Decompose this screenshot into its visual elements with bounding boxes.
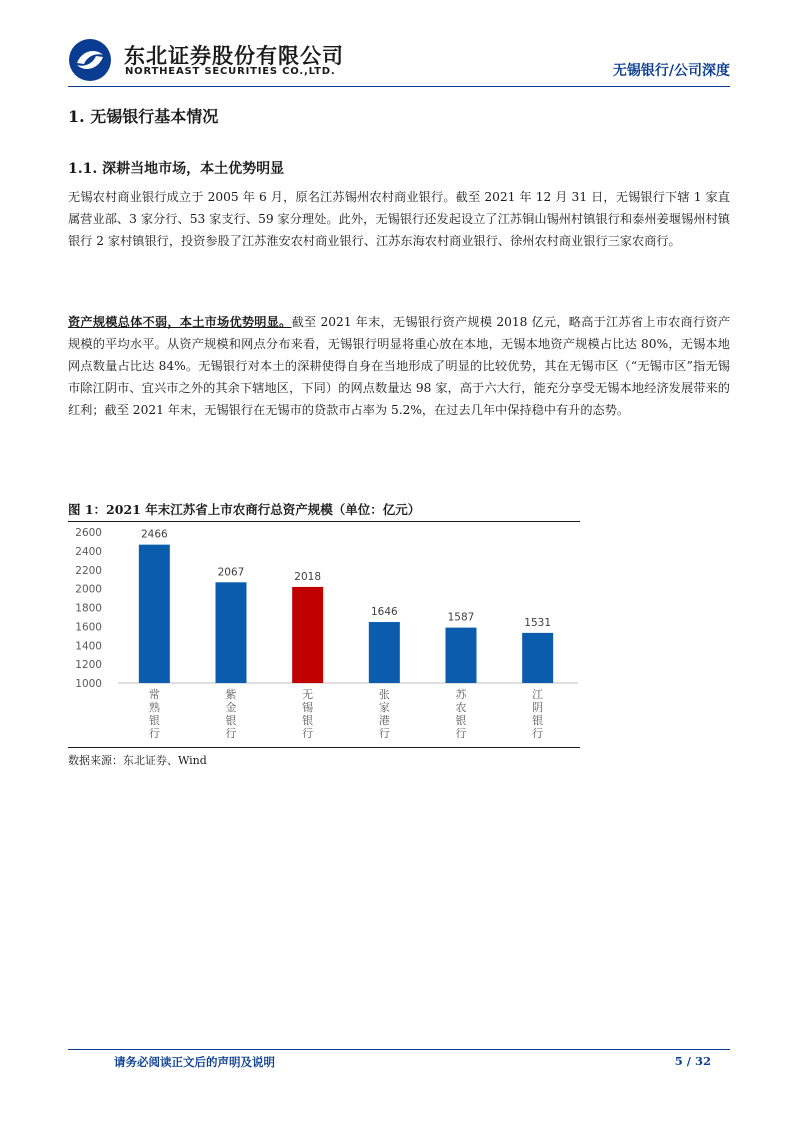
subsection-heading: 1.1. 深耕当地市场，本土优势明显 (68, 161, 285, 177)
data-label: 2466 (140, 528, 168, 541)
bar (446, 628, 477, 683)
figure-top-rule (68, 521, 580, 522)
company-name-cn: 东北证券股份有限公司 (124, 44, 344, 68)
data-label: 1646 (370, 606, 398, 619)
y-tick-label: 2400 (75, 545, 102, 558)
figure-bottom-rule (68, 747, 580, 748)
y-tick-label: 2000 (75, 583, 102, 596)
bar (216, 582, 247, 683)
y-tick-label: 1400 (75, 640, 102, 653)
figure-title: 图 1：2021 年末江苏省上市农商行总资产规模（单位：亿元） (68, 502, 421, 517)
page-header (68, 36, 730, 84)
data-label: 1531 (524, 616, 552, 629)
category-label: 紫金银行 (225, 688, 237, 740)
paragraph-asset-scale (68, 311, 730, 421)
y-tick-label: 1600 (75, 621, 102, 634)
y-tick-label: 1000 (75, 678, 102, 690)
footer-disclaimer: 请务必阅读正文后的声明及说明 (114, 1055, 275, 1069)
data-label: 1587 (447, 611, 475, 624)
y-tick-label: 1800 (75, 602, 102, 615)
y-tick-label: 2600 (75, 527, 102, 539)
category-label: 常熟银行 (148, 688, 160, 740)
footer-divider (68, 1049, 730, 1050)
bar (139, 545, 170, 683)
y-tick-label: 1200 (75, 659, 102, 672)
paragraph-intro: 无锡农村商业银行成立于 2005 年 6 月，原名江苏锡州农村商业银行。截至 2021 年 12 月 31 日，无锡银行下辖 1 家直属营业部、3 家分行、53 家支行、59 家分理处。此外，无锡银行还发起设立了江苏铜山锡州村镇银行和泰州姜堰锡州村镇银行 2 家村镇银行，投资参股了江苏淮安农村商业银行、江苏东海农村商业银行、徐州农村商业银行三家农商行。 (68, 190, 730, 248)
data-label: 2067 (217, 566, 245, 579)
category-label: 张家港行 (378, 688, 390, 740)
category-label: 江阴银行 (532, 688, 544, 740)
page-number: 5 / 32 (674, 1054, 711, 1068)
section-heading: 1. 无锡银行基本情况 (68, 107, 219, 126)
northeast-securities-logo-icon (68, 38, 112, 82)
data-label: 2018 (294, 570, 322, 583)
company-name-en: NORTHEAST SECURITIES CO.,LTD. (125, 66, 336, 77)
bar-chart (68, 524, 580, 746)
category-label: 苏农银行 (455, 688, 467, 740)
figure-source: 数据来源：东北证券、Wind (68, 754, 207, 767)
paragraph-lead: 资产规模总体不弱，本土市场优势明显。 (68, 315, 292, 329)
paragraph-body: 截至 2021 年末，无锡银行资产规模 2018 亿元，略高于江苏省上市农商行资产规模的平均水平。从资产规模和网点分布来看，无锡银行明显将重心放在本地，无锡本地资产规模占比达 80%，无锡本地网点数量占比达 84%。无锡银行对本土的深耕使得自身在当地形成了明显的比较优势，其在无锡市区（“无锡市区”指无锡市除江阴市、宜兴市之外的其余下辖地区，下同）的网点数量达 98 家，高于六大行，能充分享受无锡本地经济发展带来的红利；截至 2021 年末，无锡银行在无锡市的贷款市占率为 5.2%，在过去几年中保持稳中有升的态势。 (68, 315, 731, 417)
bar (522, 633, 553, 683)
category-label: 无锡银行 (302, 688, 314, 740)
report-tag: 无锡银行/公司深度 (612, 63, 730, 79)
y-tick-label: 2200 (75, 564, 102, 577)
header-divider (68, 86, 730, 87)
bar (292, 587, 323, 683)
bar (369, 622, 400, 683)
